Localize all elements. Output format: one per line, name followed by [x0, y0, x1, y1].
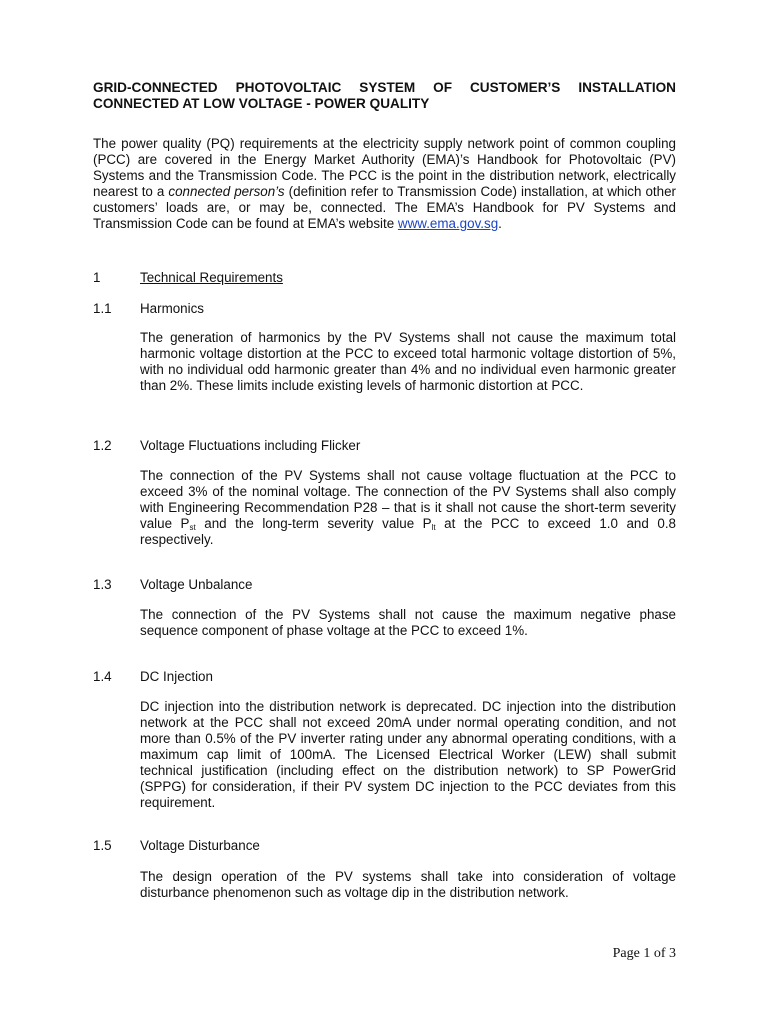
flicker-text-c: at the PCC to exceed 1.0 and 0.8 respectively.: [140, 516, 676, 547]
flicker-text-a: The connection of the PV Systems shall not cause voltage fluctuation at the PCC to exceed 3% of the nominal voltage. The connection of the PV Systems shall also comply with Engineering Recommendation P28 – that is it shall not cause the short-term severity value P: [140, 468, 676, 531]
paragraph-flicker: [140, 468, 676, 548]
subscript-lt: lt: [431, 523, 436, 532]
ema-website-link[interactable]: www.ema.gov.sg: [397, 216, 499, 232]
paragraph-harmonics: The generation of harmonics by the PV Systems shall not cause the maximum total harmonic voltage distortion at the PCC to exceed total harmonic voltage distortion of 5%, with no individual odd harmonic greater than 4% and no individual even harmonic greater than 2%. These limits include existing levels of harmonic distortion at PCC.: [140, 330, 676, 393]
subsection-heading-disturbance: Voltage Disturbance: [140, 838, 260, 853]
intro-paragraph: [93, 136, 676, 233]
page-number: Page 1 of 3: [612, 946, 676, 961]
paragraph-unbalance: The connection of the PV Systems shall not cause the maximum negative phase sequence component of phase voltage at the PCC to exceed 1%.: [140, 607, 676, 638]
subsection-number-harmonics: 1.1: [93, 301, 112, 316]
intro-text-3: .: [498, 216, 502, 232]
intro-italic-term: connected person’s: [168, 184, 285, 200]
subsection-heading-harmonics: Harmonics: [140, 301, 204, 316]
subsection-number-disturbance: 1.5: [93, 838, 112, 853]
subsection-number-flicker: 1.2: [93, 438, 112, 453]
section-heading: Technical Requirements: [140, 270, 283, 285]
intro-text-1: The power quality (PQ) requirements at the electricity supply network point of common coupling (PCC) are covered in the Energy Market Authority (EMA)’s Handbook for Photovoltaic (PV) Systems and the Transmission Code. The PCC is the point in the distribution network, electrically nearest to a: [93, 136, 676, 200]
paragraph-dc-injection: DC injection into the distribution network is deprecated. DC injection into the distribution network at the PCC shall not exceed 20mA under normal operating condition, and not more than 0.5% of the PV inverter rating under any abnormal operating conditions, with a maximum cap limit of 100mA. The Licensed Electrical Worker (LEW) shall submit technical justification (including effect on the distribution network) to SP PowerGrid (SPPG) for consideration, if their PV system DC injection to the PCC deviates from this requirement.: [140, 699, 676, 810]
paragraph-disturbance: The design operation of the PV systems shall take into consideration of voltage disturbance phenomenon such as voltage dip in the distribution network.: [140, 869, 676, 900]
subsection-number-unbalance: 1.3: [93, 577, 112, 592]
section-number: 1: [93, 270, 101, 285]
flicker-text-b: and the long-term severity value P: [195, 516, 432, 531]
subsection-heading-flicker: Voltage Fluctuations including Flicker: [140, 438, 361, 453]
intro-text-2: (definition refer to Transmission Code) installation, at which other customers’ loads are, or may be, connected. The EMA’s Handbook for PV Systems and Transmission Code can be found at EMA’s website: [93, 184, 677, 232]
subsection-number-dc-injection: 1.4: [93, 669, 112, 684]
subscript-st: st: [189, 523, 196, 532]
subsection-heading-dc-injection: DC Injection: [140, 669, 213, 684]
subsection-heading-unbalance: Voltage Unbalance: [140, 577, 253, 592]
document-title: GRID-CONNECTED PHOTOVOLTAIC SYSTEM OF CUSTOMER’S INSTALLATION CONNECTED AT LOW VOLTAGE - POWER QUALITY: [93, 80, 676, 111]
